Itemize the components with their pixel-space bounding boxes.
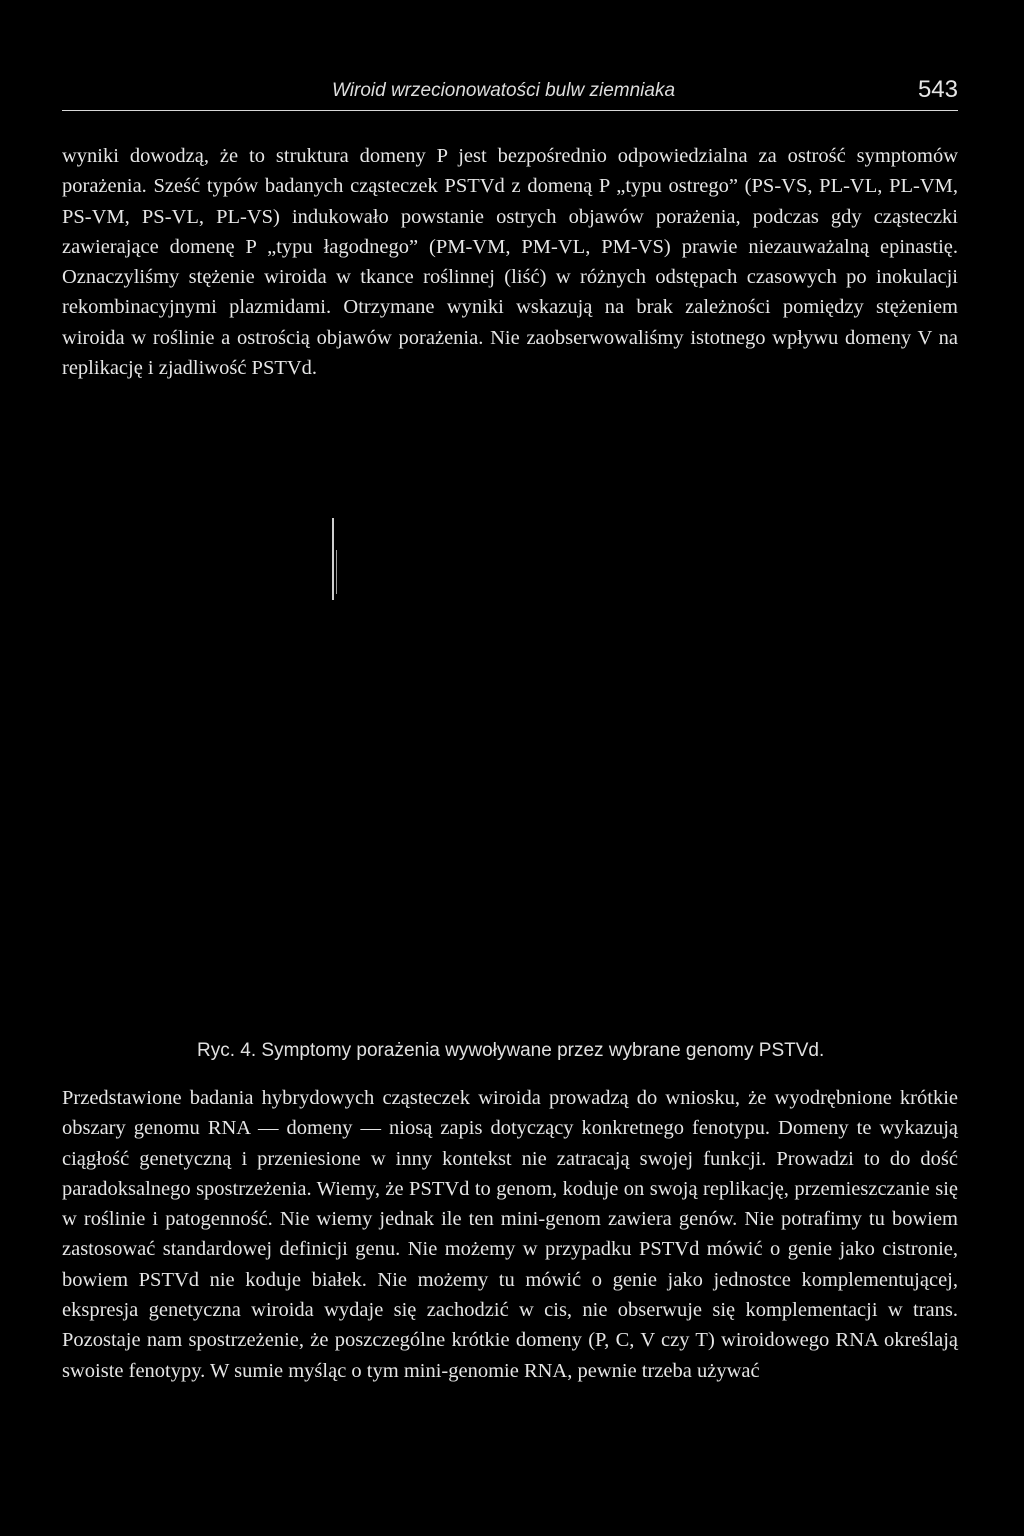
figure-image [62,450,958,1028]
running-title: Wiroid wrzecionowatości bulw ziemniaka [332,80,676,101]
body-paragraph: Przedstawione badania hybrydowych cząsteczek wiroida prowadzą do wniosku, że wyodrębnione krótkie obszary genomu RNA — domeny — niosą zapis dotyczący konkretnego fenotypu. Domeny te wykazują ciągłość genetyczną i przeniesione w inny kontekst nie zatracają swojej funkcji. Prowadzi to do dość paradoksalnego spostrzeżenia. Wiemy, że PSTVd to genom, koduje on swoją replikację, przemieszczanie się w roślinie i patogenność. Nie wiemy jednak ile ten mini-genom zawiera genów. Nie potrafimy tu bowiem zastosować standardowej definicji genu. Nie możemy w przypadku PSTVd mówić o genie jako cistronie, bowiem PSTVd nie koduje białek. Nie możemy tu mówić o genie jako jednostce komplementującej, ekspresja genetyczna wiroida wydaje się zachodzić w cis, nie obserwuje się komplementacji w trans. Pozostaje nam spostrzeżenie, że poszczególne krótkie domeny (P, C, V czy T) wiroidowego RNA określają swoiste fenotypy. W sumie myśląc o tym mini-genomie RNA, pewnie trzeba używać [62,1087,958,1382]
page-header [62,76,958,111]
body-paragraph: wyniki dowodzą, że to struktura domeny P jest bezpośrednio odpowiedzialna za ostrość symptomów porażenia. Sześć typów badanych cząsteczek PSTVd z domeną P „typu ostrego” (PS-VS, PL-VL, PL-VM, PS-VM, PS-VL, PL-VS) indukowało powstanie ostrych objawów porażenia, podczas gdy cząsteczki zawierające domenę P „typu łagodnego” (PM-VM, PM-VL, PM-VS) prawie niezauważalną epinastię. Oznaczyliśmy stężenie wiroida w tkance roślinnej (liść) w różnych odstępach czasowych po inokulacji rekombinacyjnymi plazmidami. Otrzymane wyniki wskazują na brak zależności pomiędzy stężeniem wiroida w roślinie a ostrością objawów porażenia. Nie zaobserwowaliśmy istotnego wpływu domeny V na replikację i zjadliwość PSTVd. [62,145,958,380]
figure-mark [336,550,337,594]
page-number: 543 [917,76,958,103]
figure-caption: Ryc. 4. Symptomy porażenia wywoływane przez wybrane genomy PSTVd. [197,1040,825,1061]
figure-mark [332,518,334,600]
